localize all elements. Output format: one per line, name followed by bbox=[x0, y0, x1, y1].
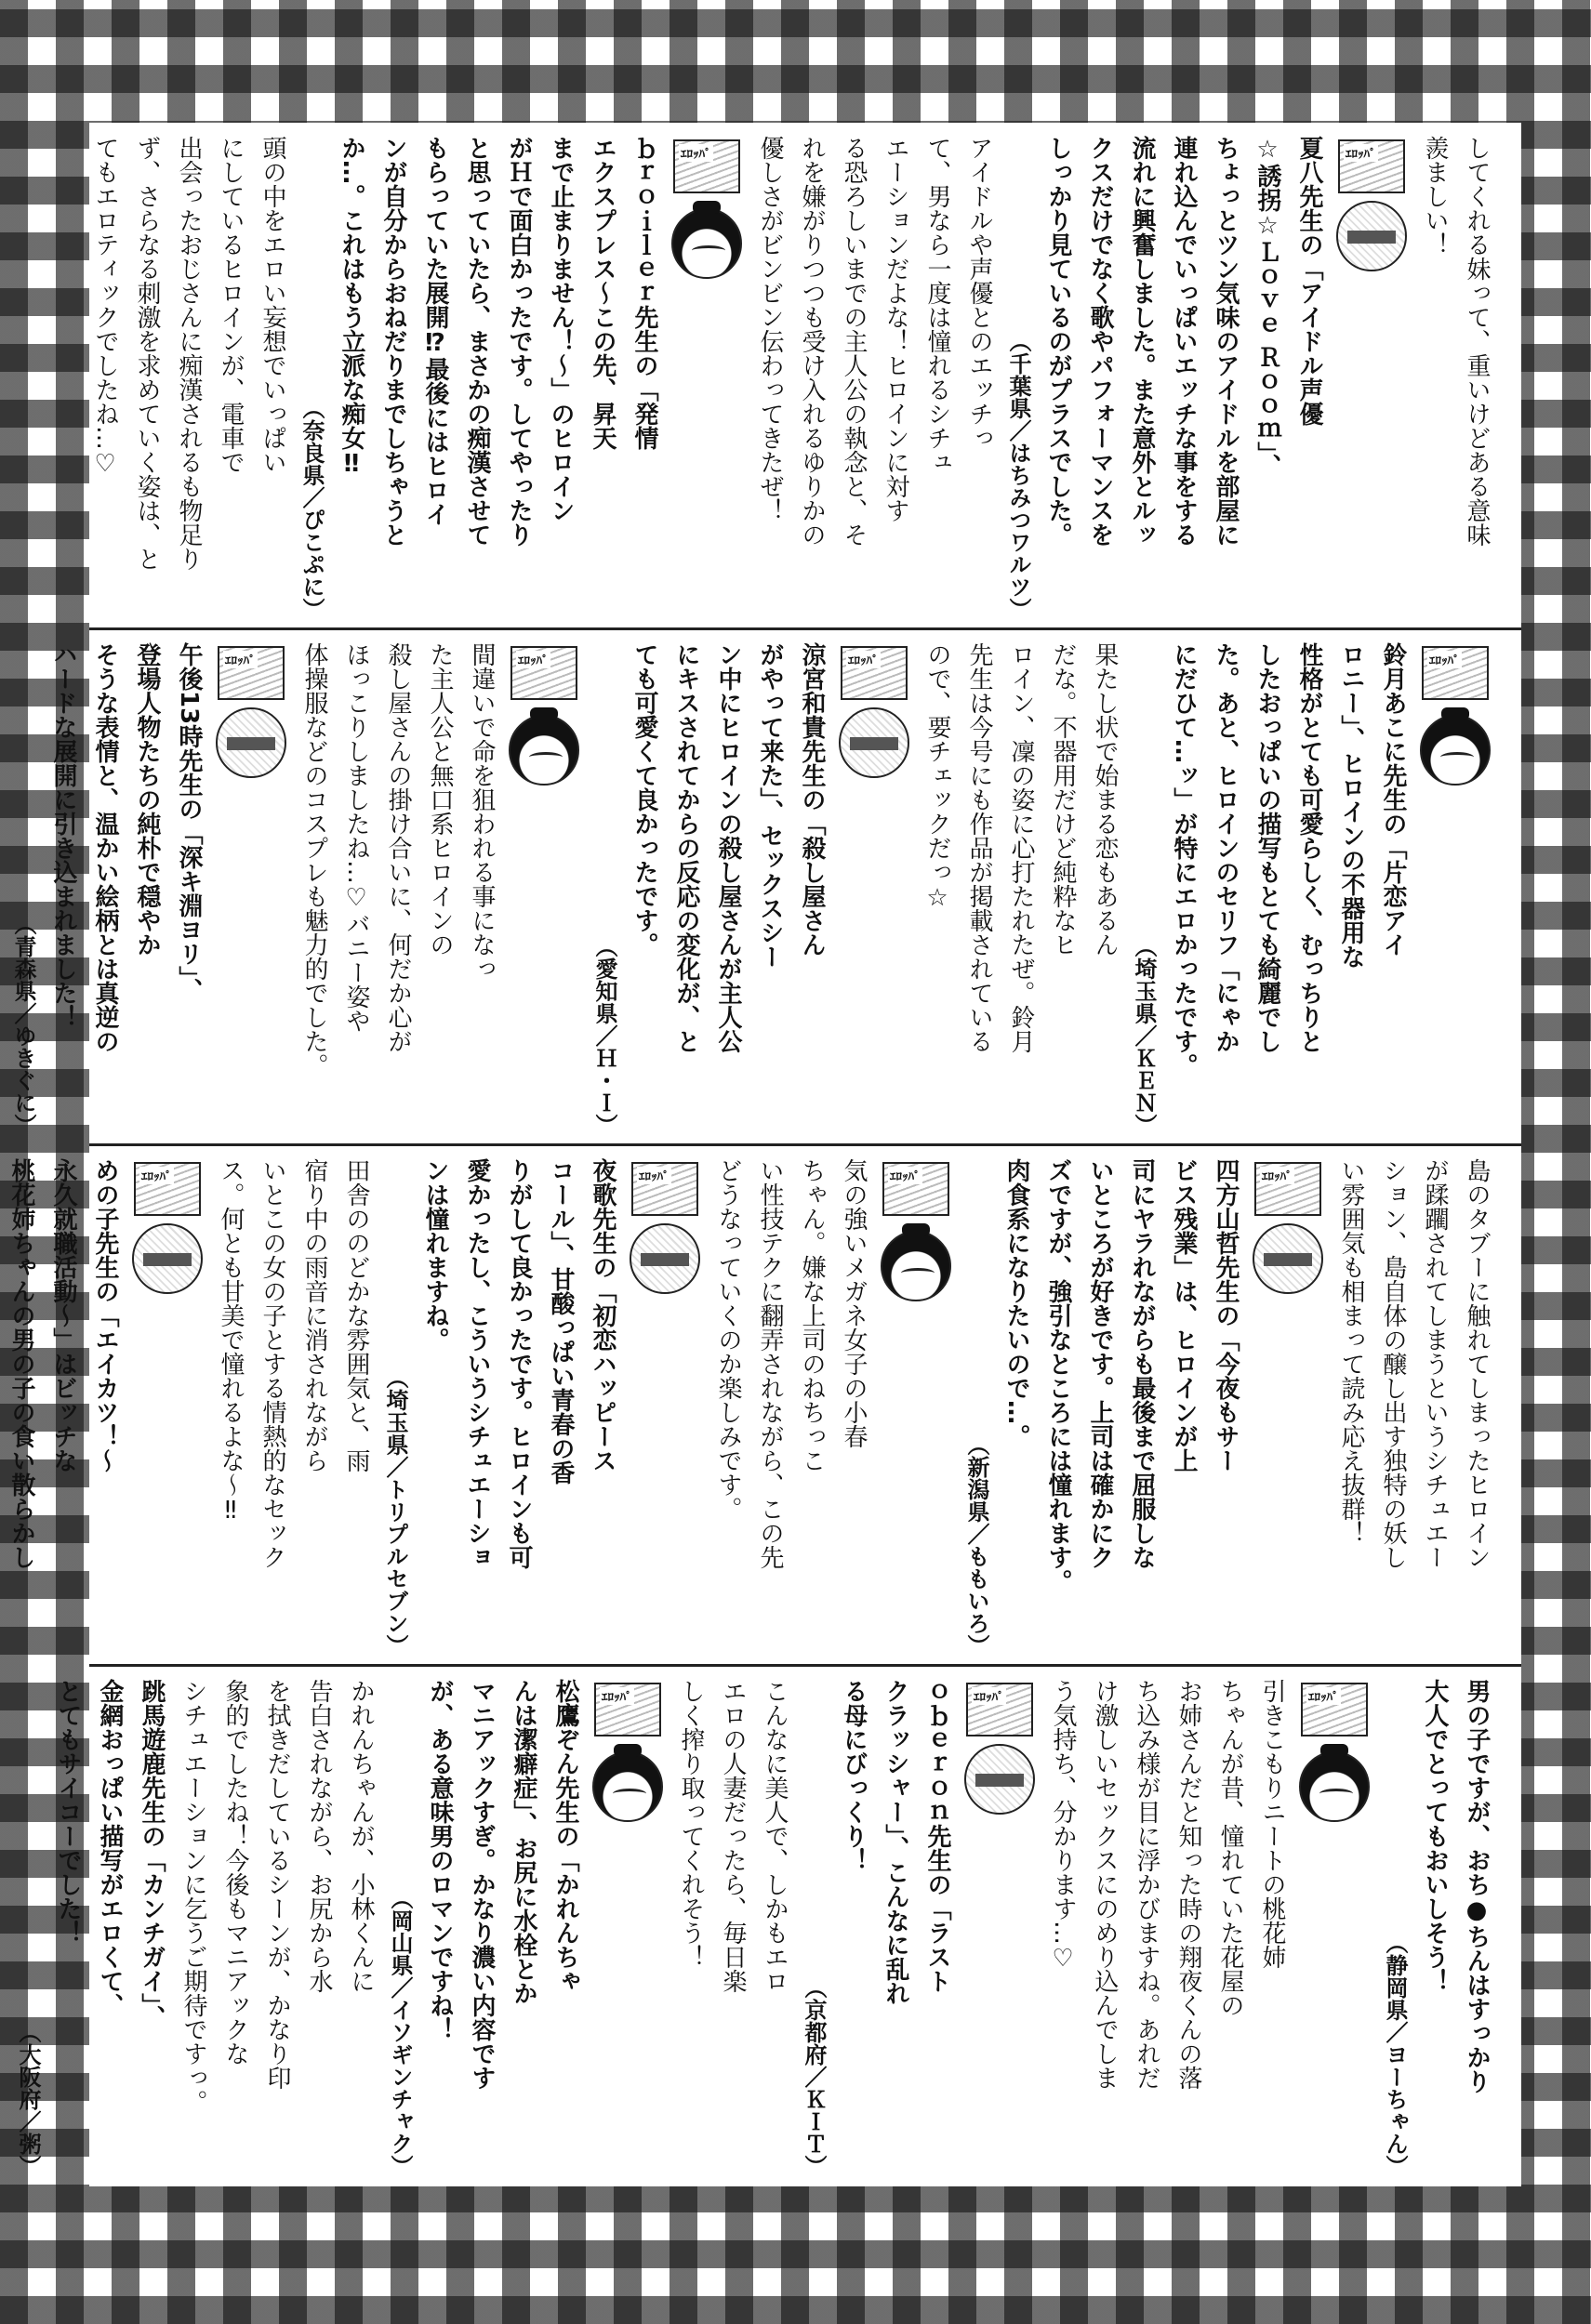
avatar-eyes bbox=[1440, 752, 1474, 762]
letter-text-bold: クラッシャー」、こんなに乱れ bbox=[882, 1679, 909, 2005]
letter-text-bold: ｂｒｏｉｌｅｒ先生の「発情 bbox=[630, 136, 658, 450]
letter-body bbox=[1041, 1679, 1293, 2177]
reader-letter bbox=[1413, 136, 1497, 620]
letter-text-bold: と思っていたら、まさかの痴漢させて bbox=[463, 136, 491, 547]
avatar-eyes bbox=[613, 1789, 646, 1799]
letter-body bbox=[172, 1679, 381, 2177]
letter-text-bold: か…。これはもう立派な痴女‼ bbox=[338, 136, 365, 478]
letter-header bbox=[623, 1158, 707, 1294]
editor-comment-text: しく搾り取ってくれそう！ bbox=[677, 1679, 705, 1969]
editor-comment-text: い性技テクに翻弄されながら、この先 bbox=[756, 1158, 784, 1569]
avatar-eyes bbox=[901, 1268, 935, 1278]
stamp-label: ｴﾛｯﾊﾟ bbox=[223, 651, 258, 668]
postcard-stamp-icon bbox=[966, 1683, 1033, 1736]
letter-header bbox=[1246, 1158, 1330, 1294]
editor-comment-text: 告白されながら、お尻から水 bbox=[305, 1679, 333, 1993]
letter-text-bold: もらっていた展開⁉最後にはヒロイ bbox=[421, 136, 449, 526]
letter-body bbox=[916, 642, 1125, 1136]
letter-body bbox=[1037, 136, 1330, 620]
stamp-label: ｴﾛｯﾊﾟ bbox=[1344, 144, 1378, 162]
letters-panel bbox=[7, 123, 1521, 2186]
reader-letter bbox=[707, 1158, 958, 1657]
editor-comment-text: 宿り中の雨音に消されながら bbox=[300, 1158, 328, 1472]
letter-body bbox=[749, 136, 1000, 620]
letter-text-bold: ン中にヒロインの殺し屋さんが主人公 bbox=[714, 642, 742, 1053]
editor-comment-text: 引きこもりニートの桃花姉 bbox=[1258, 1679, 1286, 1969]
editor-comment-text: ション、島自体の醸し出す独特の妖し bbox=[1379, 1158, 1407, 1569]
letter-text-bold: エクスプレス～この先、昇天 bbox=[589, 136, 617, 450]
letter-text-bold: 夏八先生の「アイドル声優 bbox=[1295, 136, 1323, 426]
letter-body bbox=[1330, 1158, 1497, 1657]
reader-letter bbox=[9, 1679, 172, 2177]
editor-comment-text: 先生は今号にも作品が掲載されている bbox=[965, 642, 993, 1053]
reader-letter bbox=[958, 1158, 1330, 1657]
reader-letter bbox=[381, 1679, 670, 2177]
letter-text-bold: ロニー」、ヒロインの不器用な bbox=[1337, 642, 1365, 969]
letter-text-bold: しっかり見ているのがプラスでした。 bbox=[1044, 136, 1072, 547]
boy-avatar-icon bbox=[630, 1223, 700, 1294]
editor-comment-text: ス。何とも甘美で憧れるよな～‼ bbox=[217, 1158, 245, 1525]
hair-bow-icon bbox=[1441, 707, 1469, 720]
letter-signature: （埼玉県／ＫＥＮ） bbox=[1131, 935, 1157, 1136]
letter-body bbox=[418, 1679, 586, 2177]
editor-comment-text: ちゃん。嫌な上司のねちっこ bbox=[798, 1158, 826, 1472]
letter-text-bold: そうな表情と、温かい絵柄とは真逆の bbox=[91, 642, 119, 1053]
postcard-stamp-icon bbox=[1254, 1162, 1321, 1216]
postcard-stamp-icon bbox=[134, 1162, 201, 1216]
girl-avatar-icon bbox=[509, 715, 579, 786]
editor-comment-text: 頭の中をエロい妄想でいっぱい bbox=[259, 136, 286, 474]
editor-comment-text: こんなに美人で、しかもエロ bbox=[761, 1679, 789, 1993]
avatar-eyes bbox=[692, 245, 725, 256]
letter-text-bold: が、ある意味男のロマンですね！ bbox=[426, 1679, 454, 2041]
reader-letter bbox=[1376, 1679, 1497, 2177]
letter-body bbox=[84, 136, 293, 620]
letter-text-bold: とてもサイコーでした！ bbox=[54, 1679, 82, 1945]
letter-body bbox=[623, 642, 832, 1136]
editor-comment-text: シチュエーションに乞うご期待ですっ。 bbox=[179, 1679, 207, 2114]
boy-avatar-icon bbox=[839, 707, 909, 778]
letter-text-bold: マニアックすぎ。かなり濃い内容です bbox=[468, 1679, 496, 2090]
editor-comment-text: お姉さんだと知った時の翔夜くんの落 bbox=[1174, 1679, 1202, 2090]
letter-text-bold: 金網おっぱい描写がエロくて、 bbox=[96, 1679, 124, 2017]
editor-comment-text: が蹂躙されてしまうというシチュエー bbox=[1421, 1158, 1449, 1569]
letter-header bbox=[958, 1679, 1041, 1815]
editor-comment-text: 象的でしたね！今後もマニアックな bbox=[221, 1679, 249, 2066]
letter-body bbox=[293, 642, 502, 1136]
stamp-label: ｴﾛｯﾊﾟ bbox=[600, 1687, 634, 1705]
stamp-label: ｴﾛｯﾊﾟ bbox=[139, 1167, 174, 1184]
letter-header bbox=[832, 642, 916, 778]
letter-body bbox=[670, 1679, 795, 2177]
reader-letter bbox=[1000, 136, 1413, 620]
letter-header bbox=[1330, 136, 1413, 271]
stamp-label: ｴﾛｯﾊﾟ bbox=[846, 651, 881, 668]
letter-body bbox=[414, 1158, 623, 1657]
letter-text-bold: 登場人物たちの純朴で穏やか bbox=[133, 642, 161, 957]
reader-letter bbox=[293, 642, 586, 1136]
editor-comment-text: かれんちゃんが、小林くんに bbox=[347, 1679, 375, 1993]
letter-header bbox=[126, 1158, 209, 1294]
editor-comment-text: だな。不器用だけど純粋なヒ bbox=[1049, 642, 1077, 957]
reader-letter bbox=[172, 1679, 381, 2177]
reader-letter bbox=[0, 1158, 209, 1657]
hair-bow-icon bbox=[902, 1223, 930, 1236]
reader-letter bbox=[670, 1679, 795, 2177]
letter-header bbox=[1293, 1679, 1376, 1822]
letter-text-bold: 四方山哲先生の「今夜もサー bbox=[1212, 1158, 1240, 1472]
avatar-eyes bbox=[1319, 1789, 1353, 1799]
stamp-label: ｴﾛｯﾊﾟ bbox=[972, 1687, 1006, 1705]
girl-avatar-icon bbox=[881, 1231, 951, 1301]
stamp-label: ｴﾛｯﾊﾟ bbox=[1260, 1167, 1294, 1184]
editor-comment-text: ので、要チェックだっ☆ bbox=[923, 642, 951, 912]
stamp-label: ｴﾛｯﾊﾟ bbox=[516, 651, 550, 668]
letter-text-bold: んは潔癖症」、お尻に水栓とか bbox=[510, 1679, 537, 2005]
girl-avatar-icon bbox=[592, 1751, 663, 1822]
letter-text-bold: にキスされてからの反応の変化が、と bbox=[672, 642, 700, 1053]
editor-comment-text: 出会ったおじさんに痴漢されるも物足り bbox=[175, 136, 203, 571]
letter-body bbox=[46, 1679, 172, 2177]
letter-body bbox=[1413, 136, 1497, 620]
editor-comment-text: どうなっていくのか楽しみです。 bbox=[714, 1158, 742, 1521]
reader-letter bbox=[84, 136, 293, 620]
letter-body bbox=[209, 1158, 377, 1657]
letter-text-bold: いところが好きです。上司は確かにク bbox=[1086, 1158, 1114, 1569]
boy-avatar-icon bbox=[1253, 1223, 1323, 1294]
editor-comment-text: ちゃんが昔、憧れていた花屋の bbox=[1216, 1679, 1244, 2017]
editor-comment-text: アイドルや声優とのエッチっ bbox=[965, 136, 993, 450]
letter-text-bold: ちょっとツン気味のアイドルを部屋に bbox=[1212, 136, 1240, 547]
editor-comment-text: て、男なら一度は憧れるシチュ bbox=[923, 136, 951, 474]
letter-header bbox=[586, 1679, 670, 1822]
hair-bow-icon bbox=[693, 201, 721, 214]
avatar-eyes bbox=[1264, 1253, 1312, 1266]
reader-letter bbox=[5, 642, 293, 1136]
editor-comment-text: 間違いで命を狙われる事になっ bbox=[468, 642, 496, 981]
letter-text-bold: 夜歌先生の「初恋ハッピース bbox=[589, 1158, 617, 1472]
editor-comment-text: てもエロティックでしたね…♡ bbox=[91, 136, 119, 478]
editor-comment-text: ち込み様が目に浮かびますね。あれだ bbox=[1133, 1679, 1160, 2090]
editor-comment-text: 優しさがビンビン伝わってきたぜ！ bbox=[756, 136, 784, 522]
letter-text-bold: 松鷹ぞん先生の「かれんちゃ bbox=[551, 1679, 579, 1993]
letter-text-bold: 連れ込んでいっぱいエッチな事をする bbox=[1170, 136, 1198, 547]
letter-text-bold: 鈴月あこに先生の「片恋アイ bbox=[1379, 642, 1407, 957]
editor-comment-text: 島のタブーに触れてしまったヒロイン bbox=[1463, 1158, 1491, 1569]
editor-comment-text: エーションだよな！ヒロインに対す bbox=[882, 136, 909, 522]
editor-comment-text: ほっこりしましたね…♡バニー姿や bbox=[342, 642, 370, 1033]
hair-bow-icon bbox=[614, 1744, 642, 1757]
letter-text-bold: 流れに興奮しました。また意外とルッ bbox=[1128, 136, 1156, 547]
editor-comment-text: いとこの女の子とする情熱的なセック bbox=[259, 1158, 286, 1569]
avatar-eyes bbox=[143, 1253, 192, 1266]
letter-header bbox=[665, 136, 749, 279]
editor-comment-text: 羨ましい！ bbox=[1421, 136, 1449, 257]
letter-text-bold: ても可愛くて良かったです。 bbox=[630, 642, 658, 957]
letter-signature: （奈良県／ぴこぷに） bbox=[298, 397, 325, 620]
letter-row bbox=[89, 123, 1521, 629]
letter-text-bold: 跳馬遊鹿先生の「カンチガイ」、 bbox=[138, 1679, 166, 2029]
reader-letter bbox=[916, 642, 1125, 1136]
letter-body bbox=[42, 642, 209, 1136]
boy-avatar-icon bbox=[216, 707, 286, 778]
girl-avatar-icon bbox=[1299, 1751, 1370, 1822]
letter-text-bold: 性格がとても可愛らしく、むっちりと bbox=[1295, 642, 1323, 1053]
postcard-stamp-icon bbox=[1338, 139, 1405, 193]
letter-row bbox=[7, 1145, 1521, 1666]
reader-letter bbox=[1330, 1158, 1497, 1657]
letter-text-bold: 大人でとってもおいしそう！ bbox=[1421, 1679, 1449, 1993]
editor-comment-text: エロの人妻だったら、毎日楽 bbox=[719, 1679, 747, 1993]
reader-letter bbox=[795, 1679, 1041, 2177]
letter-signature: （埼玉県／トリプルセブン） bbox=[382, 1367, 408, 1657]
editor-comment-text: い雰囲気も相まって読み応え抜群！ bbox=[1337, 1158, 1365, 1545]
stamp-label: ｴﾛｯﾊﾟ bbox=[637, 1167, 671, 1184]
letter-text-bold: た。あと、ヒロインのセリフ「にゃか bbox=[1212, 642, 1240, 1053]
editor-comment-text: 果たし状で始まる恋もあるん bbox=[1091, 642, 1119, 957]
postcard-stamp-icon bbox=[841, 646, 908, 700]
letter-text-bold: コール」、甘酸っぱい青春の香 bbox=[547, 1158, 575, 1485]
letter-header bbox=[209, 642, 293, 778]
letter-text-bold: クスだけでなく歌やパフォーマンスを bbox=[1086, 136, 1114, 547]
letter-text-bold: めの子先生の「エイカツ！～ bbox=[91, 1158, 119, 1472]
letter-body bbox=[832, 1679, 958, 2177]
letter-signature: （愛知県／Ｈ・Ｉ） bbox=[591, 935, 617, 1136]
editor-comment-text: ず、さらなる刺激を求めていく姿は、と bbox=[133, 136, 161, 571]
editor-comment-text: た主人公と無口系ヒロインの bbox=[426, 642, 454, 957]
letter-signature: （大阪府／粥） bbox=[15, 2021, 41, 2177]
letter-body bbox=[707, 1158, 874, 1657]
girl-avatar-icon bbox=[1420, 715, 1491, 786]
letter-text-bold: 愛かったし、こういうシチュエーショ bbox=[463, 1158, 491, 1569]
editor-comment-text: 体操服などのコスプレも魅力的でした。 bbox=[300, 642, 328, 1077]
letter-signature: （千葉県／はちみつワルツ） bbox=[1005, 330, 1031, 620]
letter-body bbox=[995, 1158, 1246, 1657]
letter-header bbox=[874, 1158, 958, 1301]
avatar-eyes bbox=[850, 737, 898, 750]
letter-text-bold: したおっぱいの描写もとても綺麗でし bbox=[1253, 642, 1281, 1053]
avatar-eyes bbox=[641, 1253, 689, 1266]
letter-text-bold: ビス残業」は、ヒロインが上 bbox=[1170, 1158, 1198, 1472]
letter-body bbox=[0, 1158, 126, 1657]
letter-signature: （静岡県／ヨーちゃん） bbox=[1382, 1932, 1408, 2177]
letter-signature: （青森県／ゆきぐに） bbox=[10, 913, 36, 1136]
stamp-label: ｴﾛｯﾊﾟ bbox=[1306, 1687, 1341, 1705]
avatar-eyes bbox=[975, 1774, 1024, 1787]
editor-comment-text: れを嫌がりつつも受け入れるゆりかの bbox=[798, 136, 826, 547]
reader-letter bbox=[1041, 1679, 1376, 2177]
hair-bow-icon bbox=[530, 707, 558, 720]
postcard-stamp-icon bbox=[1422, 646, 1489, 700]
letter-body bbox=[1413, 1679, 1497, 2177]
postcard-stamp-icon bbox=[594, 1683, 661, 1736]
postcard-stamp-icon bbox=[218, 646, 285, 700]
letter-text-bold: る母にびっくり！ bbox=[840, 1679, 868, 1872]
editor-comment-text: 田舎ののどかな雰囲気と、雨 bbox=[342, 1158, 370, 1472]
editor-comment-text: 気の強いメガネ女子の小春 bbox=[840, 1158, 868, 1448]
letter-text-bold: 涼宮和貴先生の「殺し屋さん bbox=[798, 642, 826, 957]
letter-text-bold: がやって来た」、セックスシー bbox=[756, 642, 784, 969]
editor-comment-text: け激しいセックスにのめり込んでしま bbox=[1091, 1679, 1119, 2090]
letter-signature: （新潟県／ももいろ） bbox=[963, 1433, 989, 1657]
letter-text-bold: 午後13時先生の「深キ淵ヨリ」、 bbox=[175, 642, 203, 1003]
letter-text-bold: にだひて…ッ」が特にエロかったです。 bbox=[1170, 642, 1198, 1077]
stamp-label: ｴﾛｯﾊﾟ bbox=[679, 144, 713, 162]
postcard-stamp-icon bbox=[882, 1162, 949, 1216]
editor-comment-text: を拭きだしているシーンが、かなり印 bbox=[263, 1679, 291, 2090]
letter-text-bold: 永久就職活動～」はビッチな bbox=[49, 1158, 77, 1472]
letter-text-bold: 男の子ですが、おち●ちんはすっかり bbox=[1463, 1679, 1491, 2093]
editor-comment-text: る恐ろしいまでの主人公の執念と、そ bbox=[840, 136, 868, 547]
letter-header bbox=[1413, 642, 1497, 786]
letter-row bbox=[15, 1666, 1521, 2186]
stamp-label: ｴﾛｯﾊﾟ bbox=[1427, 651, 1462, 668]
letter-text-bold: ハードな展開に引き込まれました！ bbox=[49, 642, 77, 1029]
letter-signature: （岡山県／イソギンチャク） bbox=[387, 1887, 413, 2177]
editor-comment-text: う気持ち、分かります…♡ bbox=[1049, 1679, 1077, 1973]
letter-text-bold: 肉食系になりたいので…。 bbox=[1002, 1158, 1030, 1448]
editor-comment-text: してくれる妹って、重いけどある意味 bbox=[1463, 136, 1491, 547]
stamp-label: ｴﾛｯﾊﾟ bbox=[888, 1167, 922, 1184]
reader-letter bbox=[377, 1158, 707, 1657]
letter-text-bold: まで止まりません！～」のヒロイン bbox=[547, 136, 575, 522]
letter-text-bold: ｏｂｅｒｏｎ先生の「ラスト bbox=[923, 1679, 951, 1993]
letter-body bbox=[1162, 642, 1413, 1136]
letter-signature: （京都府／ＫＩＴ） bbox=[801, 1976, 827, 2177]
letter-text-bold: ☆誘拐☆Ｌｏｖｅ Ｒｏｏｍ」、 bbox=[1253, 136, 1281, 479]
letter-text-bold: りがして良かったです。ヒロインも可 bbox=[505, 1158, 533, 1569]
editor-comment-text: ロイン、凜の姿に心打たれたぜ。鈴月 bbox=[1007, 642, 1035, 1053]
reader-letter bbox=[293, 136, 749, 620]
editor-comment-text: にしているヒロインが、電車で bbox=[217, 136, 245, 474]
letter-text-bold: ンが自分からおねだりまでしちゃうと bbox=[379, 136, 407, 547]
letter-body bbox=[330, 136, 665, 620]
postcard-stamp-icon bbox=[673, 139, 740, 193]
letter-header bbox=[502, 642, 586, 786]
reader-letter bbox=[209, 1158, 377, 1657]
boy-avatar-icon bbox=[964, 1744, 1035, 1815]
reader-letter bbox=[749, 136, 1000, 620]
girl-avatar-icon bbox=[671, 208, 742, 279]
avatar-eyes bbox=[529, 752, 563, 762]
postcard-stamp-icon bbox=[631, 1162, 698, 1216]
avatar-eyes bbox=[227, 737, 275, 750]
reader-letter bbox=[1125, 642, 1497, 1136]
editor-comment-text: 殺し屋さんの掛け合いに、何だか心が bbox=[384, 642, 412, 1053]
boy-avatar-icon bbox=[132, 1223, 203, 1294]
postcard-stamp-icon bbox=[510, 646, 577, 700]
reader-letter bbox=[586, 642, 916, 1136]
letter-text-bold: がＨで面白かったです。してやったり bbox=[505, 136, 533, 547]
avatar-eyes bbox=[1347, 231, 1396, 244]
letter-text-bold: ズですが、強引なところには憧れます。 bbox=[1044, 1158, 1072, 1593]
letter-text-bold: 司にヤラれながらも最後まで屈服しな bbox=[1128, 1158, 1156, 1569]
letter-text-bold: ンは憧れますね。 bbox=[421, 1158, 449, 1352]
hair-bow-icon bbox=[1320, 1744, 1348, 1757]
letter-text-bold: 桃花姉ちゃんの男の子の食い散らかし bbox=[7, 1158, 35, 1569]
boy-avatar-icon bbox=[1336, 201, 1407, 271]
letter-row bbox=[10, 629, 1521, 1145]
postcard-stamp-icon bbox=[1301, 1683, 1368, 1736]
